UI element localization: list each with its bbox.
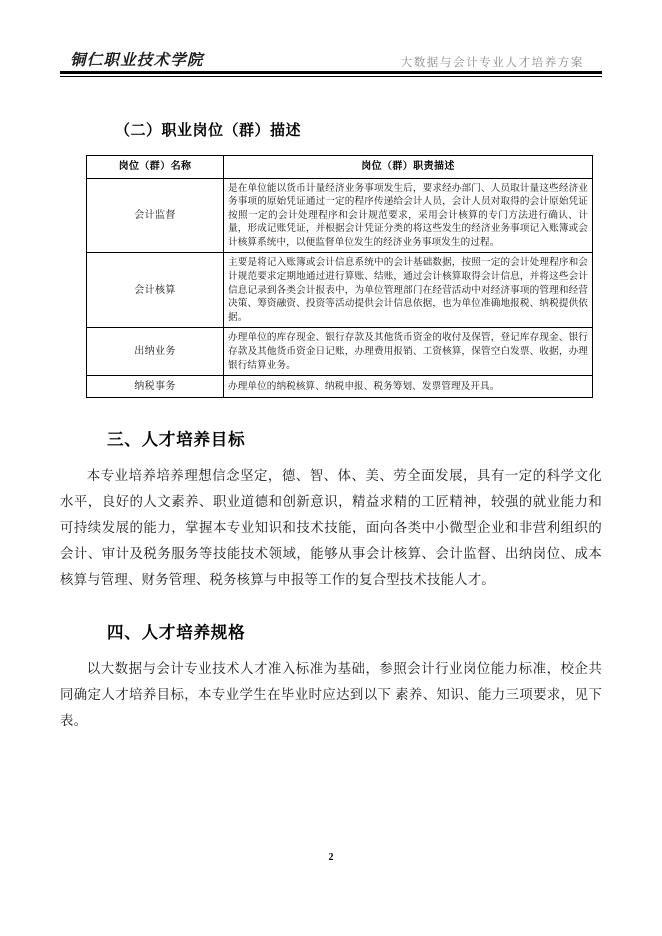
spacer [60,597,602,621]
table-row [87,178,593,253]
table-header-row [87,155,593,178]
document-body [60,112,602,738]
column-header-position-name: 岗位（群）名称 [87,155,224,178]
page-running-header [60,40,602,76]
cell-position-description: 办理单位的纳税核算、纳税申报、税务筹划、发票管理及开具。 [224,376,593,398]
cell-position-name: 纳税事务 [87,376,224,398]
section-heading-training-specification: 四、人才培养规格 [107,622,246,642]
cell-position-description: 办理单位的库存现金、银行存款及其他货币资金的收付及保管，登记库存现金、银行存款及其他货币资金日记账，办理费用报销、工资核算，保管空白发票、收据，办理银行结算业务。 [224,328,593,376]
table-row [87,253,593,328]
table-row [87,328,593,376]
cell-position-description: 主要是将记入账簿或会计信息系统中的会计基础数据，按照一定的会计处理程序和会计规范要求定期地通过进行算账、结账，通过会计核算取得会计信息，并将这些会计信息记录到各类会计报表中，为单位管理部门在经营活动中对经济事项的管理和经营决策、筹资融资、投资等活动提供会计信息依据，也为单位准确地报税、纳税提供依据。 [224,253,593,328]
table-body [87,178,593,398]
cell-position-name: 出纳业务 [87,328,224,376]
job-positions-table [86,155,593,399]
header-school-name: 铜仁职业技术学院 [70,52,204,69]
cell-position-description: 是在单位能以货币计量经济业务事项发生后，要求经办部门、人员取计量这些经济业务事项的原始凭证通过一定的程序传递给会计人员，会计人员对取得的会计原始凭证按照一定的会计处理程序和会计规范要求，采用会计核算的专门方法进行确认、计量，形成记账凭证，并根据会计凭证分类的将这些发生的经济业务事项记入账簿或会计核算系统中，以便监督单位发生的经济业务事项发生的过程。 [224,178,593,253]
page-number: 2 [328,852,334,863]
section-heading-job-positions: （二）职业岗位（群）描述 [115,123,302,139]
header-rule-thick [60,71,602,74]
header-text-row [60,40,602,70]
section-heading-training-objective: 三、人才培养目标 [107,430,246,450]
header-document-title: 大数据与会计专业人才培养方案 [400,57,584,69]
table-row [87,376,593,398]
table-head [87,155,593,178]
cell-position-name: 会计核算 [87,253,224,328]
column-header-position-duty: 岗位（群）职责描述 [224,155,593,178]
spacer [60,398,602,428]
header-rule-thin [60,76,602,77]
cell-position-name: 会计监督 [87,178,224,253]
paragraph-training-objective: 本专业培养培养理想信念坚定，德、智、体、美、劳全面发展，具有一定的科学文化水平，良好的人文素养、职业道德和创新意识，精益求精的工匠精神，较强的就业能力和可持续发展的能力，掌握本专业知识和技术技能，面向各类中小微型企业和非营利组织的会计、审计及税务服务等技能技术领域，能够从事会计核算、会计监督、出纳岗位、成本核算与管理、财务管理、税务核算与申报等工作的复合型技术技能人才。 [60,467,602,587]
paragraph-training-specification: 以大数据与会计专业技术人才准入标准为基础，参照会计行业岗位能力标准，校企共同确定人才培养目标，本专业学生在毕业时应达到以下 素养、知识、能力三项要求，见下表。 [60,660,602,728]
